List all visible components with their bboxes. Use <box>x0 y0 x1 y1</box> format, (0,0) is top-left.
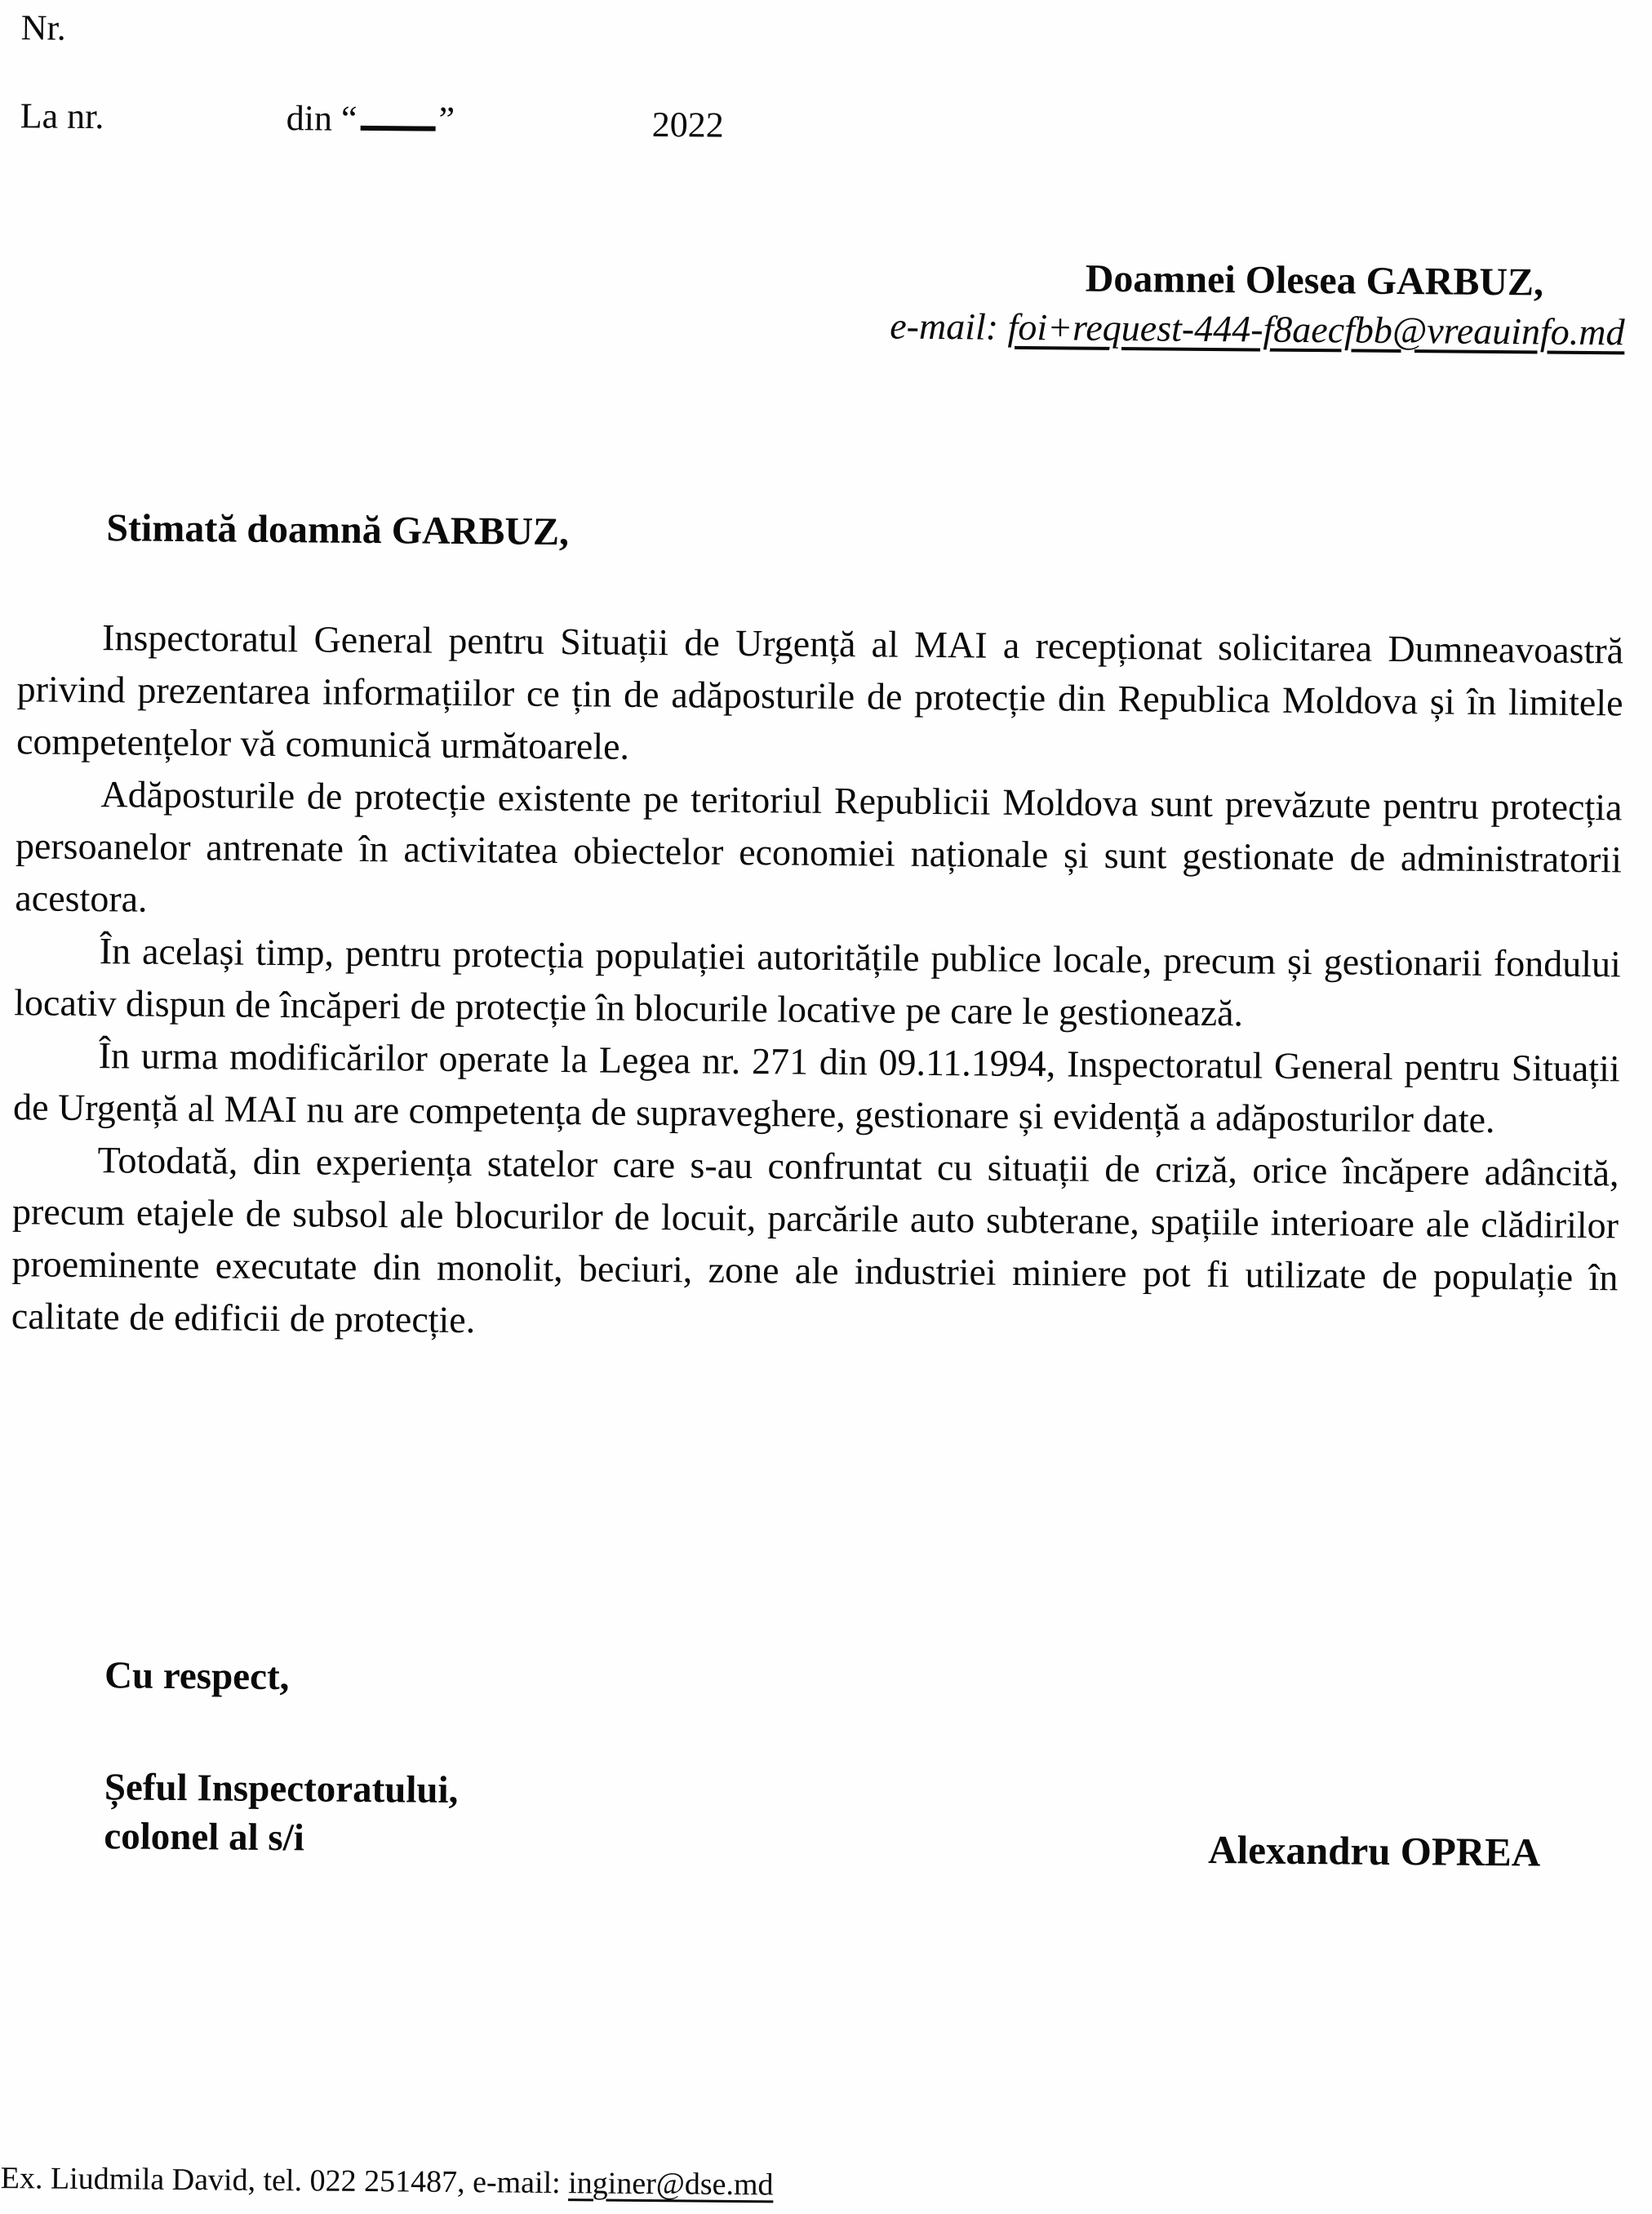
paragraph-3: În același timp, pentru protecția populației autoritățile publice locale, precum și gestionarii fondului locativ dispun de încăperi de protecție în blocurile locative pe care le gestionează. <box>14 930 1621 1034</box>
footer-text: Ex. Liudmila David, tel. 022 251487, e-mail: <box>0 2161 569 2201</box>
recipient-email-address: foi+request-444-f8aecfbb@vreauinfo.md <box>1007 305 1625 353</box>
la-nr-label: La nr. <box>20 96 104 137</box>
din-date-field <box>286 97 455 140</box>
salutation: Stimată doamnă GARBUZ, <box>106 506 570 554</box>
email-label: e-mail: <box>890 305 1008 348</box>
din-open-quote: din “ <box>286 98 357 139</box>
paragraph-5: Totodată, din experiența statelor care s-au confruntat cu situații de criză, orice încăpere adâncită, precum etajele de subsol ale blocurilor de locuit, parcările auto subterane, spațiile interioare ale clădirilor proeminente executate din monolit, beciuri, zone ale industriei miniere pot fi utilizate de populație în calitate de edificii de protecție. <box>11 1139 1619 1341</box>
signer-title-block <box>104 1763 459 1864</box>
paragraph-4: În urma modificărilor operate la Legea nr. 271 din 09.11.1994, Inspectoratul General pentru Situații de Urgență al MAI nu are competența de supraveghere, gestionare și evidență a adăposturilor date. <box>12 1034 1620 1141</box>
recipient-email-line <box>890 302 1625 358</box>
recipient-block <box>890 253 1625 358</box>
footer-executor-note <box>1 2160 774 2203</box>
signer-title-line1: Șeful Inspectoratului, <box>104 1766 459 1812</box>
reference-row <box>0 95 1651 167</box>
closing-respect: Cu respect, <box>104 1654 290 1699</box>
recipient-name: Doamnei Olesea GARBUZ, <box>1085 256 1544 305</box>
paragraph-2: Adăposturile de protecție existente pe teritoriul Republicii Moldova sunt prevăzute pentru protecția persoanelor antrenate în activitatea obiectelor economiei naționale și sunt gestionate de administratorii acestora. <box>15 773 1623 920</box>
letter-body <box>11 611 1624 1356</box>
signer-name: Alexandru OPREA <box>1208 1827 1541 1875</box>
nr-label: Nr. <box>20 7 66 48</box>
paragraph-1: Inspectoratul General pentru Situații de Urgență al MAI a recepționat solicitarea Dumneavoastră privind prezentarea informațiilor ce țin de adăposturile de protecție din Republica Moldova și în limitele competențelor vă comunică următoarele. <box>16 616 1624 767</box>
footer-email-address: inginer@dse.md <box>568 2166 774 2203</box>
din-close-quote: ” <box>438 99 455 140</box>
signer-title-line2: colonel al s/i <box>104 1815 305 1860</box>
date-blank-line <box>360 98 435 131</box>
year-label: 2022 <box>651 104 724 145</box>
